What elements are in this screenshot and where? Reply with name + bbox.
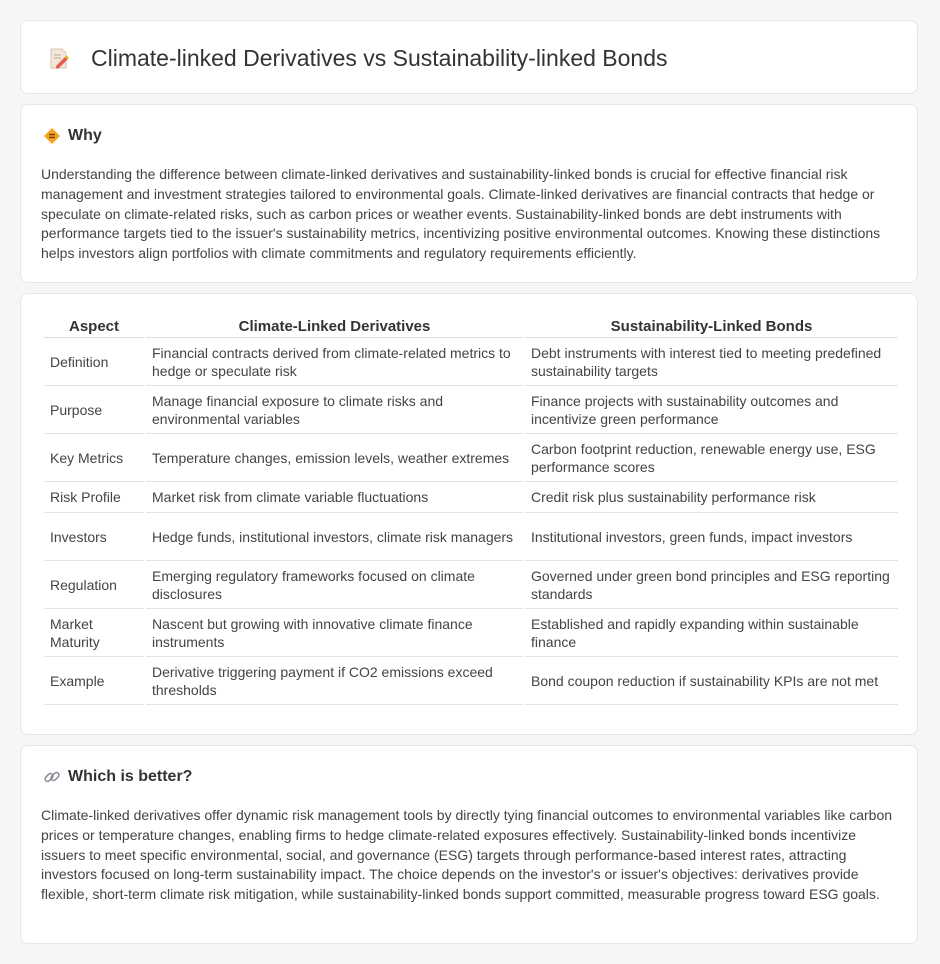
- row-aspect: Risk Profile: [44, 482, 144, 513]
- why-section: [20, 104, 918, 283]
- link-icon: [43, 768, 61, 786]
- better-heading: Which is better?: [68, 768, 193, 785]
- table-row: [44, 513, 898, 561]
- row-aspect: Example: [44, 657, 144, 705]
- comparison-table: [42, 315, 900, 705]
- header-aspect: Aspect: [44, 315, 144, 338]
- row-derivatives: Hedge funds, institutional investors, climate risk managers: [146, 513, 523, 561]
- row-bonds: Credit risk plus sustainability performance risk: [525, 482, 898, 513]
- title-row: [47, 45, 668, 72]
- table-row: [44, 561, 898, 609]
- row-aspect: Regulation: [44, 561, 144, 609]
- row-bonds: Institutional investors, green funds, impact investors: [525, 513, 898, 561]
- row-bonds: Established and rapidly expanding within sustainable finance: [525, 609, 898, 657]
- why-header: [43, 127, 102, 145]
- table-row: [44, 609, 898, 657]
- row-bonds: Debt instruments with interest tied to meeting predefined sustainability targets: [525, 338, 898, 386]
- page-title: Climate-linked Derivatives vs Sustainability-linked Bonds: [91, 45, 668, 71]
- row-bonds: Finance projects with sustainability outcomes and incentivize green performance: [525, 386, 898, 434]
- table-row: [44, 482, 898, 513]
- document-pencil-icon: [47, 47, 71, 71]
- row-bonds: Carbon footprint reduction, renewable energy use, ESG performance scores: [525, 434, 898, 482]
- row-aspect: Purpose: [44, 386, 144, 434]
- table-row: [44, 657, 898, 705]
- row-derivatives: Financial contracts derived from climate-related metrics to hedge or speculate risk: [146, 338, 523, 386]
- table-row: [44, 434, 898, 482]
- row-derivatives: Derivative triggering payment if CO2 emissions exceed thresholds: [146, 657, 523, 705]
- header-derivatives: Climate-Linked Derivatives: [146, 315, 523, 338]
- row-derivatives: Temperature changes, emission levels, weather extremes: [146, 434, 523, 482]
- better-header: [43, 768, 192, 786]
- better-paragraph: Climate-linked derivatives offer dynamic risk management tools by directly tying financial outcomes to environmental variables like carbon prices or temperature changes, enabling firms to hedge climate-related exposures effectively. Sustainability-linked bonds incentivize issuers to meet specific environmental, social, and governance (ESG) targets through performance-based interest rates, attracting investors focused on long-term sustainability impact. The choice depends on the investor's or issuer's objectives: derivatives provide flexible, short-term climate risk mitigation, while sustainability-linked bonds support committed, measurable progress toward ESG goals.: [41, 807, 893, 903]
- which-is-better-section: [20, 745, 918, 944]
- row-derivatives: Manage financial exposure to climate risks and environmental variables: [146, 386, 523, 434]
- header-bonds: Sustainability-Linked Bonds: [525, 315, 898, 338]
- table-row: [44, 386, 898, 434]
- row-derivatives: Nascent but growing with innovative climate finance instruments: [146, 609, 523, 657]
- row-aspect: Market Maturity: [44, 609, 144, 657]
- table-header-row: [44, 315, 898, 338]
- table-row: [44, 338, 898, 386]
- row-derivatives: Market risk from climate variable fluctuations: [146, 482, 523, 513]
- row-derivatives: Emerging regulatory frameworks focused on climate disclosures: [146, 561, 523, 609]
- row-bonds: Bond coupon reduction if sustainability KPIs are not met: [525, 657, 898, 705]
- row-aspect: Key Metrics: [44, 434, 144, 482]
- why-heading: Why: [68, 127, 102, 144]
- title-card: [20, 20, 918, 94]
- row-aspect: Investors: [44, 513, 144, 561]
- comparison-table-card: [20, 293, 918, 735]
- row-bonds: Governed under green bond principles and ESG reporting standards: [525, 561, 898, 609]
- why-paragraph: Understanding the difference between climate-linked derivatives and sustainability-linked bonds is crucial for effective financial risk management and investment strategies tailored to environmental goals. Climate-linked derivatives are financial contracts that hedge or speculate on climate-related risks, such as carbon prices or weather events. Sustainability-linked bonds are debt instruments with performance targets tied to the issuer's sustainability metrics, incentivizing positive environmental outcomes. Knowing these distinctions helps investors align portfolios with climate commitments and regulatory requirements efficiently.: [41, 166, 881, 262]
- warning-diamond-icon: [43, 127, 61, 145]
- row-aspect: Definition: [44, 338, 144, 386]
